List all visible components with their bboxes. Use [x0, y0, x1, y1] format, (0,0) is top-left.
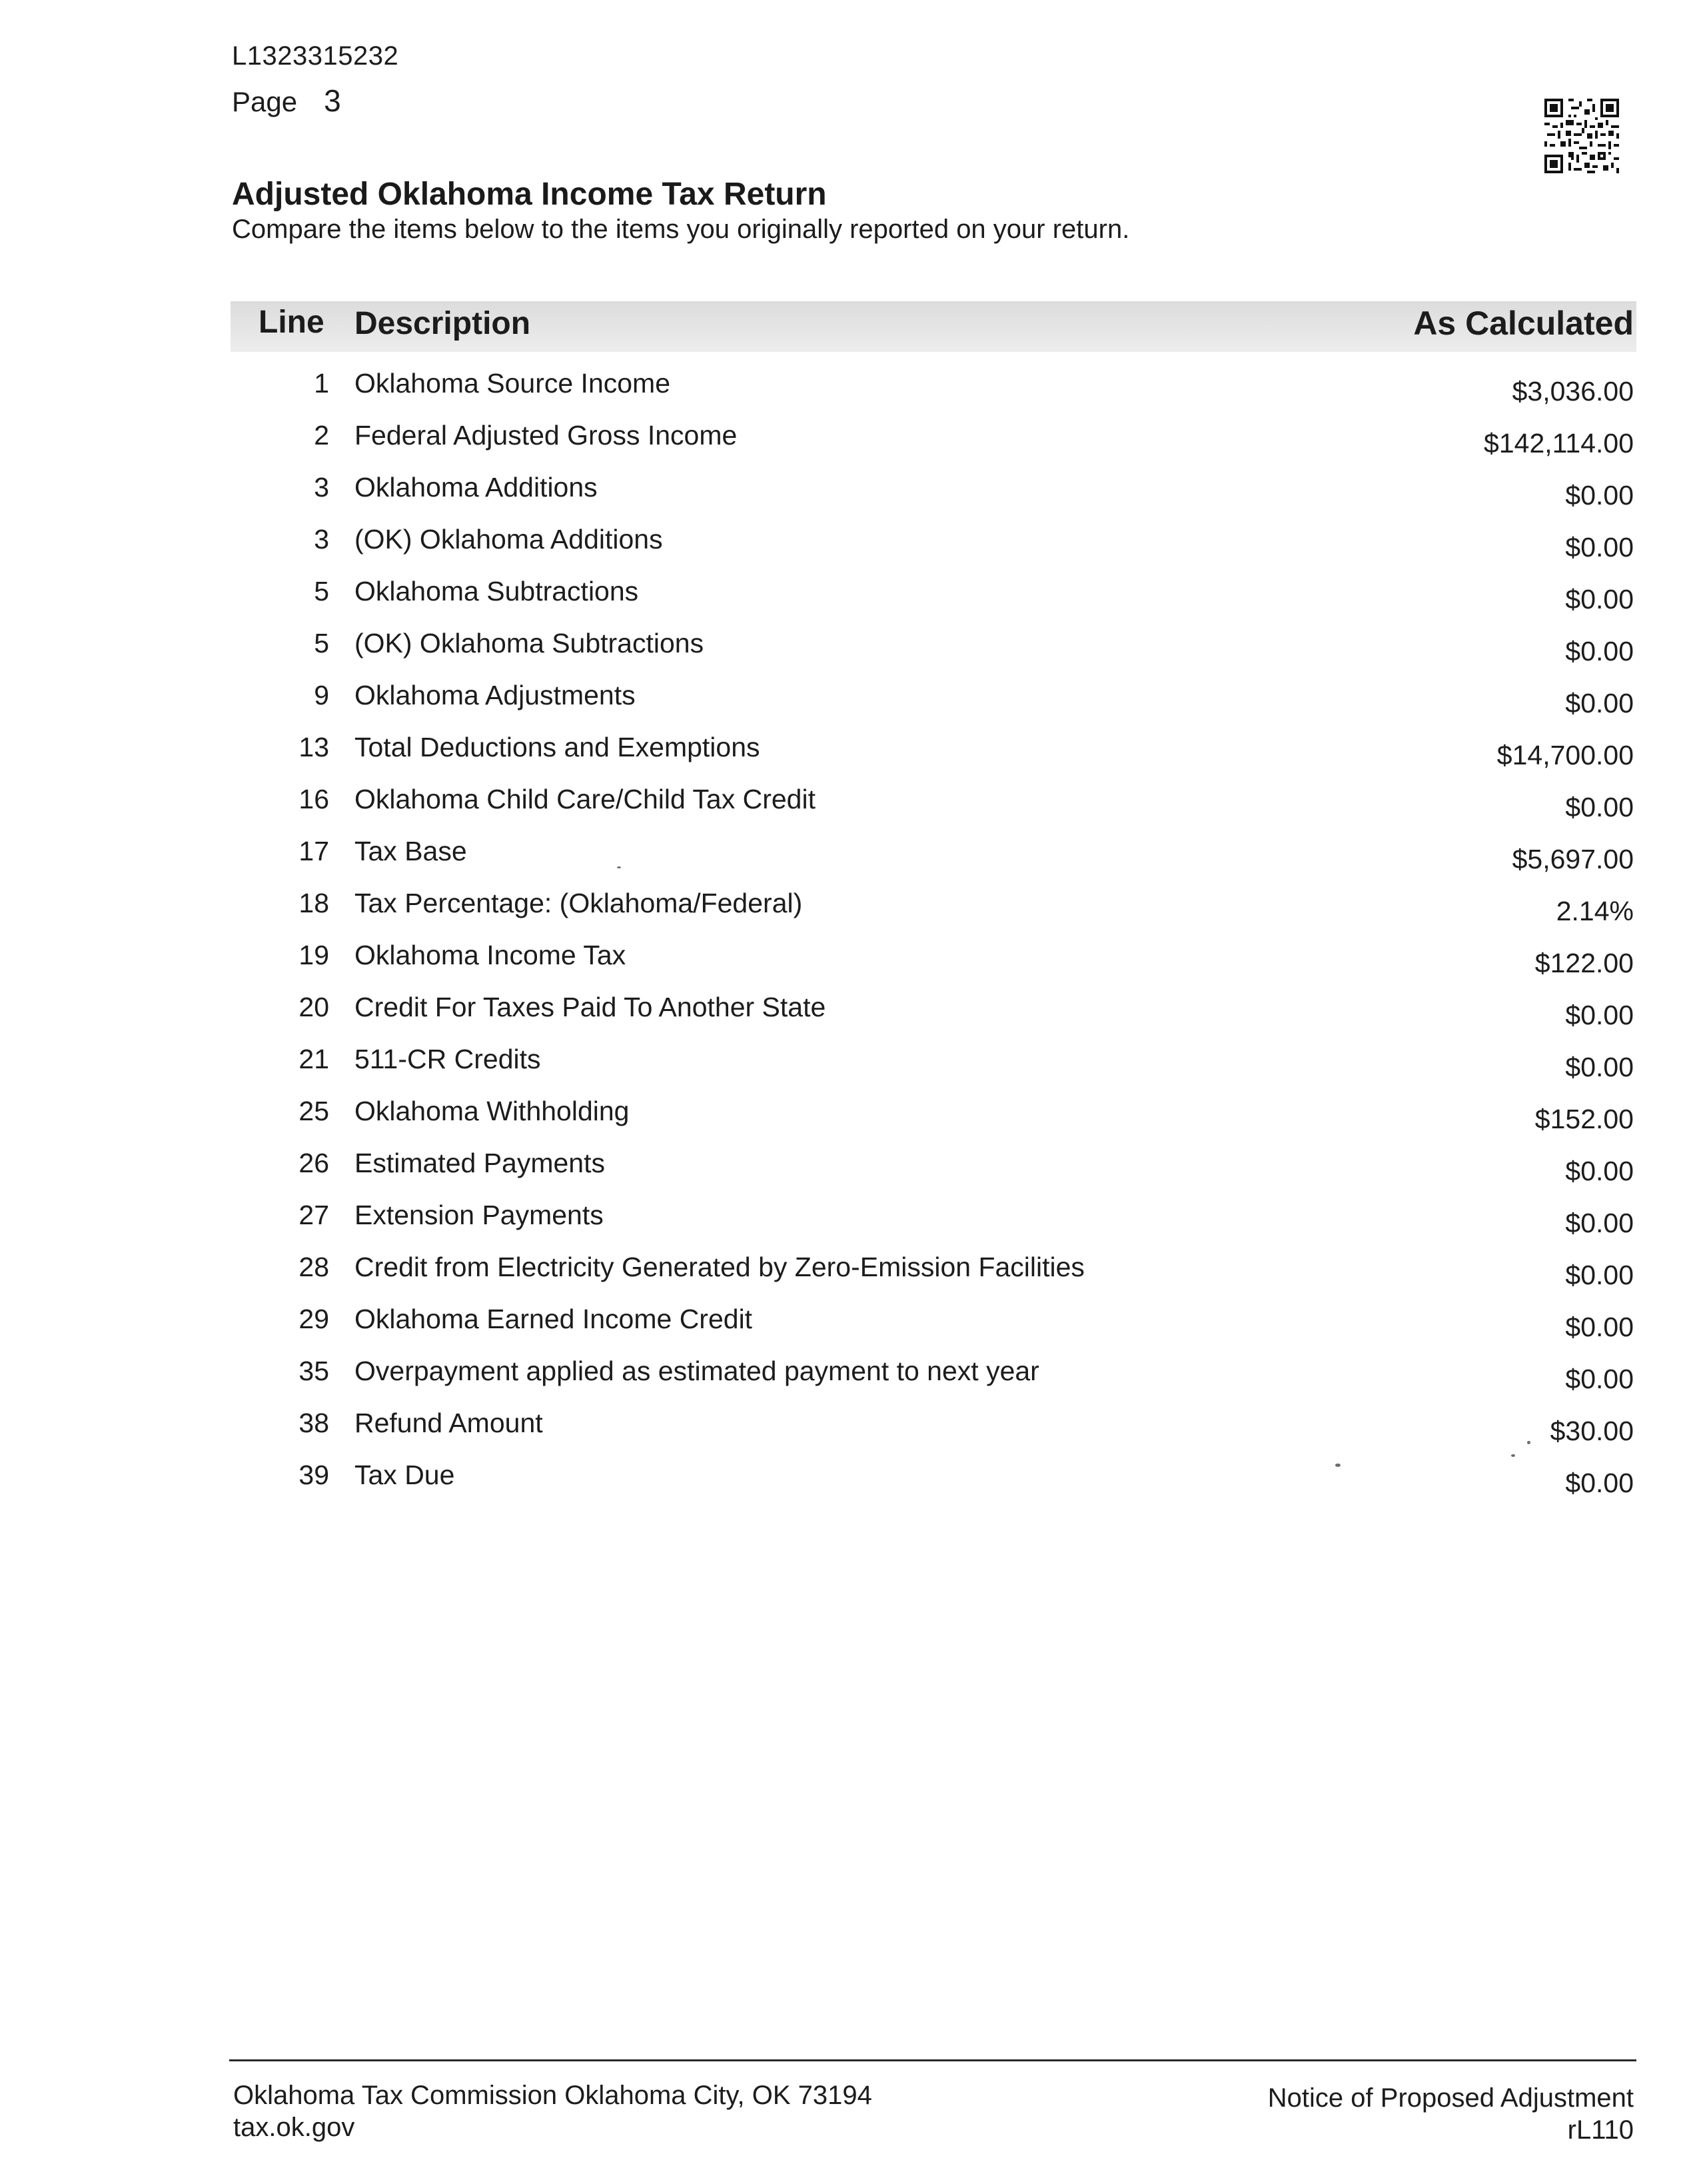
table-row [231, 420, 1636, 472]
scan-speck [1335, 1464, 1341, 1467]
page-subtitle: Compare the items below to the items you originally reported on your return. [232, 215, 1130, 244]
line-amount: $152.00 [1534, 1104, 1634, 1134]
line-number: 35 [298, 1356, 329, 1386]
line-amount: $0.00 [1565, 1052, 1634, 1082]
line-amount: $0.00 [1565, 1208, 1634, 1238]
line-number: 29 [298, 1304, 329, 1334]
table-row [231, 784, 1636, 836]
table-row [231, 1096, 1636, 1148]
line-number: 2 [314, 420, 329, 451]
line-description: Oklahoma Subtractions [354, 576, 639, 606]
line-amount: $30.00 [1550, 1416, 1634, 1446]
line-amount: $0.00 [1565, 636, 1634, 666]
line-description: Oklahoma Child Care/Child Tax Credit [354, 784, 816, 814]
line-description: Tax Base [354, 836, 467, 866]
line-description: Oklahoma Source Income [354, 368, 671, 399]
table-row [231, 368, 1636, 420]
table-row [231, 1200, 1636, 1252]
line-description: 511-CR Credits [354, 1044, 541, 1074]
table-header [231, 301, 1636, 352]
table-row [231, 576, 1636, 628]
line-description: (OK) Oklahoma Additions [354, 524, 663, 554]
line-number: 21 [298, 1044, 329, 1074]
table-row [231, 1356, 1636, 1408]
line-number: 26 [298, 1148, 329, 1178]
line-number: 16 [298, 784, 329, 814]
line-number: 9 [314, 680, 329, 710]
table-row [231, 680, 1636, 732]
page-indicator [232, 83, 341, 119]
table-row [231, 732, 1636, 784]
line-amount: $0.00 [1565, 1260, 1634, 1290]
table-row [231, 1460, 1636, 1512]
line-number: 19 [298, 940, 329, 970]
line-number: 5 [314, 628, 329, 658]
line-description: Oklahoma Additions [354, 472, 598, 503]
line-amount: $0.00 [1565, 1156, 1634, 1186]
line-number: 39 [298, 1460, 329, 1490]
scan-speck [1511, 1454, 1515, 1457]
line-amount: 2.14% [1556, 896, 1634, 926]
line-amount: $3,036.00 [1512, 376, 1634, 407]
line-description: Credit from Electricity Generated by Zero-Emission Facilities [354, 1252, 1085, 1282]
line-description: Oklahoma Adjustments [354, 680, 636, 710]
line-description: Credit For Taxes Paid To Another State [354, 992, 826, 1022]
line-description: Refund Amount [354, 1408, 543, 1438]
table-row [231, 1148, 1636, 1200]
line-description: Total Deductions and Exemptions [354, 732, 760, 762]
column-header-as-calculated: As Calculated [1413, 305, 1634, 342]
footer-agency-block [233, 2079, 872, 2143]
line-number: 28 [298, 1252, 329, 1282]
agency-address: Oklahoma Tax Commission Oklahoma City, OK 73194 [233, 2081, 872, 2110]
column-header-line: Line [259, 305, 324, 340]
table-row [231, 1252, 1636, 1304]
page-title: Adjusted Oklahoma Income Tax Return [232, 177, 827, 212]
line-description: Federal Adjusted Gross Income [354, 420, 738, 451]
line-amount: $0.00 [1565, 688, 1634, 718]
line-description: Oklahoma Income Tax [354, 940, 626, 970]
line-number: 25 [298, 1096, 329, 1126]
table-row [231, 472, 1636, 524]
line-amount: $0.00 [1565, 1312, 1634, 1342]
table-row [231, 992, 1636, 1044]
line-number: 1 [314, 368, 329, 399]
agency-website: tax.ok.gov [233, 2113, 355, 2142]
line-number: 18 [298, 888, 329, 918]
footer-notice-block [1268, 2082, 1634, 2146]
line-number: 17 [298, 836, 329, 866]
line-amount: $14,700.00 [1496, 740, 1634, 770]
line-amount: $0.00 [1565, 584, 1634, 614]
table-row [231, 524, 1636, 576]
line-amount: $0.00 [1565, 1364, 1634, 1394]
line-amount: $0.00 [1565, 792, 1634, 822]
scan-speck [1527, 1441, 1530, 1444]
line-description: Oklahoma Withholding [354, 1096, 630, 1126]
line-description: Extension Payments [354, 1200, 604, 1230]
line-number: 3 [314, 472, 329, 503]
table-row [231, 1304, 1636, 1356]
line-number: 27 [298, 1200, 329, 1230]
line-description: (OK) Oklahoma Subtractions [354, 628, 704, 658]
line-description: Overpayment applied as estimated payment to next year [354, 1356, 1039, 1386]
column-header-description: Description [354, 306, 531, 341]
line-amount: $0.00 [1565, 1468, 1634, 1498]
table-row [231, 1408, 1636, 1460]
line-description: Tax Due [354, 1460, 455, 1490]
table-row [231, 1044, 1636, 1096]
line-number: 38 [298, 1408, 329, 1438]
line-amount: $0.00 [1565, 532, 1634, 562]
scan-speck [617, 866, 621, 868]
table-row [231, 888, 1636, 940]
page-label: Page [232, 86, 298, 117]
line-number: 3 [314, 524, 329, 554]
line-description: Oklahoma Earned Income Credit [354, 1304, 753, 1334]
line-description: Estimated Payments [354, 1148, 605, 1178]
line-number: 5 [314, 576, 329, 606]
page-number: 3 [324, 83, 341, 118]
line-amount: $122.00 [1534, 948, 1634, 978]
table-row [231, 628, 1636, 680]
line-amount: $0.00 [1565, 1000, 1634, 1030]
line-amount: $0.00 [1565, 480, 1634, 511]
line-number: 13 [298, 732, 329, 762]
line-number: 20 [298, 992, 329, 1022]
notice-title: Notice of Proposed Adjustment [1267, 2083, 1634, 2113]
footer-divider [229, 2059, 1636, 2061]
table-row [231, 836, 1636, 888]
qr-code-icon [1544, 99, 1619, 173]
form-code: rL110 [1567, 2115, 1634, 2145]
line-description: Tax Percentage: (Oklahoma/Federal) [354, 888, 803, 918]
line-amount: $142,114.00 [1484, 428, 1634, 459]
adjustment-table [231, 368, 1636, 1512]
table-row [231, 940, 1636, 992]
line-amount: $5,697.00 [1512, 844, 1634, 874]
document-id: L1323315232 [232, 41, 399, 71]
